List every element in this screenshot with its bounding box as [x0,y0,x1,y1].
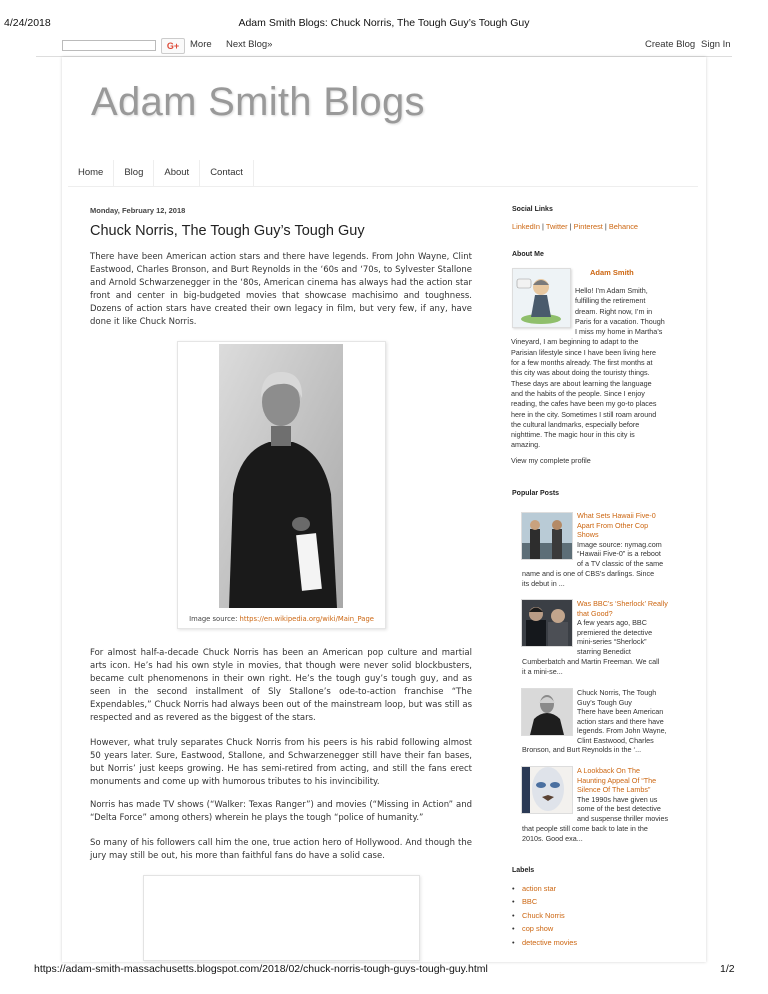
popular-post-title[interactable]: Haunting Appeal Of “The [577,775,657,785]
about-line: for a few months already. The first months at [511,358,653,368]
popular-posts-heading: Popular Posts [512,490,560,497]
twitter-link[interactable]: Twitter [545,222,568,231]
popular-post-snippet: it a mini-se... [522,666,563,676]
blogger-navbar [0,36,768,56]
about-author-name[interactable]: Adam Smith [590,268,634,277]
popular-post-4 [577,766,677,824]
popular-post-title[interactable]: Guy’s Tough Guy [577,697,632,707]
about-line: here in the city. Sometimes I still roam around [511,409,657,419]
navbar-search-input[interactable] [62,40,156,51]
popular-post-snippet: Image source: nymag.com [577,539,662,549]
about-line: Hello! I’m Adam Smith, [575,286,648,295]
next-blog-link[interactable]: Next Blog» [226,39,273,50]
popular-post-snippet: premiered the detective [577,627,653,637]
popular-post-snippet: The 1990s have given us [577,794,658,804]
about-line: the cultural landmarks, especially before [511,419,640,429]
about-me-text [511,286,677,466]
popular-post-1-snippet-wide [522,569,654,588]
print-page-title: Adam Smith Blogs: Chuck Norris, The Tough Guy’s Tough Guy [238,17,530,29]
popular-post-snippet: “Hawaii Five-0” is a reboot [577,549,661,559]
image-caption-prefix: Image source: [189,615,238,623]
post-image-frame [177,341,386,629]
pinterest-link[interactable]: Pinterest [573,222,603,231]
tab-contact[interactable]: Contact [200,160,254,186]
about-line: Paris for a vacation. Though [575,316,665,326]
print-date: 4/24/2018 [4,17,51,29]
popular-post-1 [577,511,677,569]
social-separator: | [602,222,609,231]
popular-post-title[interactable]: A Lookback On The [577,766,640,775]
sign-in-link[interactable]: Sign In [701,39,731,50]
about-line: and the habits of the people. Since I enjoy [511,388,645,398]
popular-post-snippet: A few years ago, BBC [577,618,647,628]
labels-list [512,884,577,951]
about-line: nighttime. The magic hour in this city is [511,430,635,440]
post-title[interactable]: Chuck Norris, The Tough Guy’s Tough Guy [90,223,365,239]
popular-post-snippet: Clint Eastwood, Charles [577,735,654,745]
view-profile-link[interactable]: View my complete profile [511,455,591,465]
tab-about[interactable]: About [154,160,200,186]
popular-post-title[interactable]: that Good? [577,608,613,618]
popular-post-title[interactable]: Was BBC’s ‘Sherlock’ Really [577,599,668,608]
about-line: Parisian lifestyle since I have been living here [511,347,657,357]
google-plus-button[interactable]: G+ [161,38,185,54]
about-line: I miss my home in Martha’s [575,327,663,337]
popular-post-thumbnail[interactable] [521,512,573,560]
label-chuck-norris[interactable]: • Chuck Norris [512,911,577,924]
popular-post-title[interactable]: Apart From Other Cop [577,520,649,530]
post-paragraph-3: However, what truly separates Chuck Norris from his peers is his rabid following almost 50 years later. Sure, Eastwood, Stallone, and Schwarzenegger still have their fan bases, but Norris’ just keeps growing. He has semi-retired from acting, and still the fans erect monuments and come up with humorous tributes to his invincibility. [90,738,472,787]
popular-post-snippet: some of the best detective [577,804,661,814]
popular-post-snippet: 2010s. Good exa... [522,833,583,843]
popular-post-snippet: mini-series “Sherlock” [577,637,647,647]
popular-post-title[interactable]: What Sets Hawaii Five-0 [577,511,656,520]
about-me-heading: About Me [512,251,544,258]
popular-post-thumbnail[interactable] [521,766,573,814]
chuck-norris-thumbnail [522,689,572,735]
label-cop-show[interactable]: • cop show [512,924,577,937]
popular-post-snippet: There have been American [577,707,664,717]
popular-post-snippet: Bronson, and Burt Reynolds in the ‘... [522,745,642,754]
popular-post-2-snippet-wide [522,657,659,676]
about-line: reading, the cafes have been my go-to places [511,399,657,409]
popular-post-snippet: Cumberbatch and Martin Freeman. We call [522,657,660,666]
popular-post-snippet: name and is one of CBS’s darlings. Since [522,569,655,578]
more-link[interactable]: More [190,39,212,50]
chuck-norris-photo [219,344,343,608]
popular-post-snippet: legends. From John Wayne, [577,726,667,736]
about-line: this city was about doing the touristy things. [511,368,650,378]
silence-of-the-lambs-thumbnail [522,767,572,813]
post-paragraph-4: Norris has made TV shows (“Walker: Texas Ranger”) and movies (“Missing in Action” and “Delta Force” among others) wherein he plays the tough “police of humanity.” [90,800,472,823]
image-source-link[interactable]: https://en.wikipedia.org/wiki/Main_Page [239,615,374,623]
tab-home[interactable]: Home [68,160,114,186]
popular-post-thumbnail[interactable] [521,688,573,736]
post-paragraph-1: There have been American action stars and there have legends. From John Wayne, Clint Eastwood, Charles Bronson, and Burt Reynolds in the ‘60s and ‘70s, to Sylvester Stallone and Arnold Schwarzenegger in the ‘80s, American cinema has always had the action star front and center in big-budgeted movies that showcase machisimo and toughness. Dozens of action stars have created their own legacy in film, but very few, if any, have done it like Chuck Norris. [90,252,472,327]
about-line: amazing. [511,440,541,450]
print-page-number: 1/2 [720,963,735,975]
page-tabs [68,160,698,187]
about-line: These days are about learning the language [511,378,652,388]
post-paragraph-5: So many of his followers call him the one, true action hero of Hollywood. And though the jury may still be out, his more than faithful fans do have a solid case. [90,838,472,861]
tab-blog[interactable]: Blog [114,160,154,186]
popular-post-snippet: of a TV classic of the same [577,558,664,568]
popular-post-title[interactable]: Silence Of The Lambs” [577,785,651,795]
popular-post-thumbnail[interactable] [521,599,573,647]
popular-post-snippet: its debut in ... [522,578,565,588]
label-detective-movies[interactable]: • detective movies [512,938,577,951]
about-line: Vineyard, I am beginning to adapt to the [511,337,639,347]
label-action-star[interactable]: • action star [512,884,577,897]
popular-post-3-snippet-wide [522,745,641,755]
about-line: dream. Right now, I’m in [575,306,653,316]
social-links-heading: Social Links [512,206,553,213]
popular-post-snippet: that people still come back to late in the [522,824,648,833]
linkedin-link[interactable]: LinkedIn [512,222,540,231]
print-url: https://adam-smith-massachusetts.blogspot.com/2018/02/chuck-norris-tough-guys-tough-guy.html [34,963,488,975]
popular-post-4-snippet-wide [522,824,648,843]
sherlock-thumbnail [522,600,572,646]
popular-post-snippet: action stars and there have [577,716,664,726]
popular-post-3 [577,688,677,746]
behance-link[interactable]: Behance [608,222,639,231]
create-blog-link[interactable]: Create Blog [645,39,696,50]
hawaii-five-0-thumbnail [522,513,572,559]
post-date: Monday, February 12, 2018 [90,206,186,215]
social-links [512,222,638,231]
about-line: fulfilling the retirement [575,296,646,306]
popular-post-2 [577,599,677,657]
image-caption [178,615,385,623]
social-separator: | [567,222,574,231]
label-bbc[interactable]: • BBC [512,897,577,910]
post-image-frame-2 [143,875,420,961]
popular-post-title[interactable]: Chuck Norris, The Tough [577,688,657,697]
post-paragraph-2: For almost half-a-decade Chuck Norris has been an American pop culture and martial arts icon. He’s had his own style in movies, that though were never solid blockbusters, became cult phenomenons in their own right. He’s the tough guy’s tough guy, and as seen in the second installment of Sly Stallone’s ode-to-action franchise “The Expendables,” Chuck Norris had always been out of the mainstream loop, but was still as respected and as revered as the biggest of the stars. [90,648,472,723]
social-separator: | [539,222,546,231]
popular-post-snippet: starring Benedict [577,646,631,656]
blog-title[interactable]: Adam Smith Blogs [91,80,425,124]
popular-post-title[interactable]: Shows [577,530,599,540]
labels-heading: Labels [512,867,535,874]
popular-post-snippet: and suspense thriller movies [577,813,669,823]
